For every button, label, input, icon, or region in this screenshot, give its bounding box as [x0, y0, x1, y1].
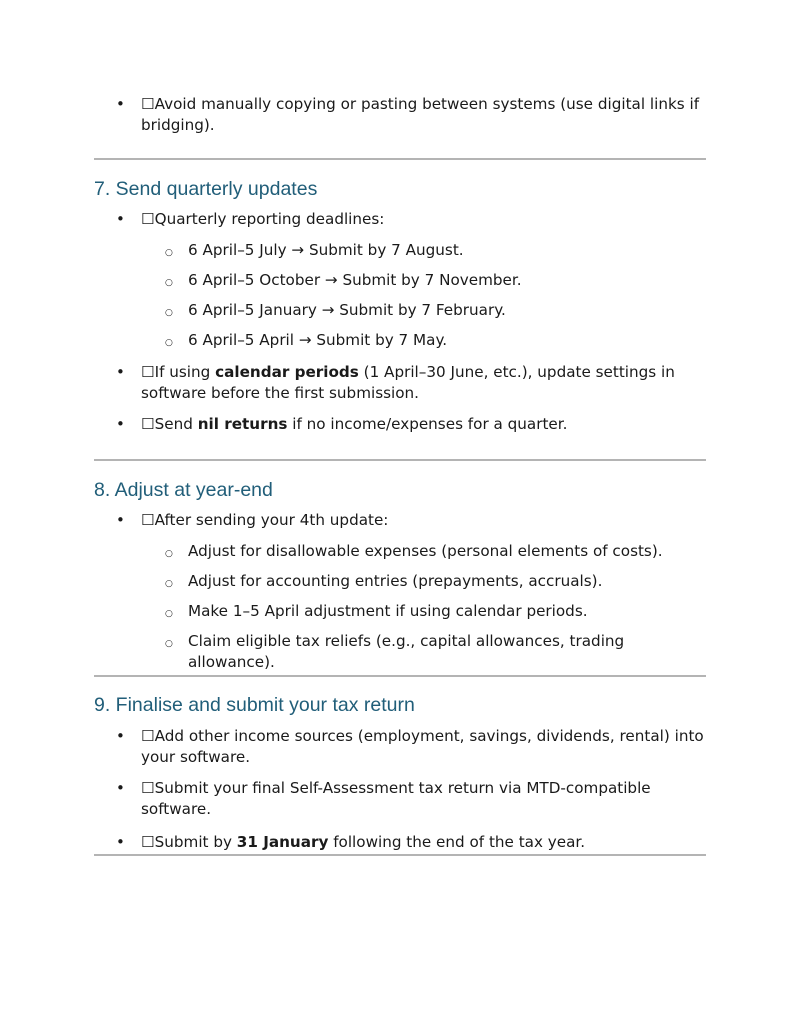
list-item [94, 726, 706, 768]
sublist-item [94, 571, 706, 592]
section-7-list [94, 209, 706, 230]
section-heading-9: 9. Finalise and submit your tax return [94, 694, 415, 716]
divider [94, 459, 706, 461]
list-item-text: ☐Submit your final Self-Assessment tax return via MTD-compatible software. [141, 779, 651, 818]
sublist-item-text: 6 April–5 January → Submit by 7 February. [188, 301, 506, 319]
bold-term: 31 January [236, 833, 329, 851]
sublist-item-text: Adjust for accounting entries (prepayments, accruals). [188, 572, 603, 590]
sublist-item-text: 6 April–5 October → Submit by 7 November. [188, 271, 522, 289]
list-item-text: ☐Add other income sources (employment, savings, dividends, rental) into your software. [141, 727, 704, 766]
deadline-sublist [94, 240, 706, 351]
sublist-item-text: Make 1–5 April adjustment if using calendar periods. [188, 602, 588, 620]
adjustment-sublist [94, 541, 706, 673]
section-heading-7: 7. Send quarterly updates [94, 178, 318, 200]
list-item: • ☐Submit by 31 January following the end of the tax year. [94, 832, 706, 853]
list-item-text: ☐Quarterly reporting deadlines: [141, 210, 385, 228]
list-item-text: ☐After sending your 4th update: [141, 511, 389, 529]
bold-term: nil returns [197, 415, 288, 433]
list-item-text: ☐Avoid manually copying or pasting between systems (use digital links if bridging). [141, 95, 700, 134]
intro-list [94, 94, 706, 136]
sublist-item [94, 631, 706, 673]
divider [94, 675, 706, 677]
sublist-item [94, 601, 706, 622]
bold-term: calendar periods [215, 363, 359, 381]
list-item [94, 778, 706, 820]
list-item: • ☐Send nil returns if no income/expenses for a quarter. [94, 414, 706, 435]
sublist-item [94, 541, 706, 562]
divider [94, 158, 706, 160]
divider [94, 854, 706, 856]
list-item: • ☐If using calendar periods (1 April–30 June, etc.), update settings in software before the first submission. [94, 362, 706, 404]
section-7-list-continued [94, 362, 706, 435]
sublist-item [94, 300, 706, 321]
section-heading-8: 8. Adjust at year-end [94, 479, 273, 501]
sublist-item [94, 240, 706, 261]
sublist-item [94, 270, 706, 291]
section-8-list [94, 510, 706, 531]
list-item [94, 510, 706, 531]
list-item [94, 209, 706, 230]
section-9-list [94, 726, 706, 853]
sublist-item-text: 6 April–5 April → Submit by 7 May. [188, 331, 448, 349]
sublist-item-text: 6 April–5 July → Submit by 7 August. [188, 241, 464, 259]
list-item [94, 94, 706, 136]
sublist-item [94, 330, 706, 351]
sublist-item-text: Adjust for disallowable expenses (personal elements of costs). [188, 542, 663, 560]
sublist-item-text: Claim eligible tax reliefs (e.g., capital allowances, trading allowance). [188, 632, 625, 671]
